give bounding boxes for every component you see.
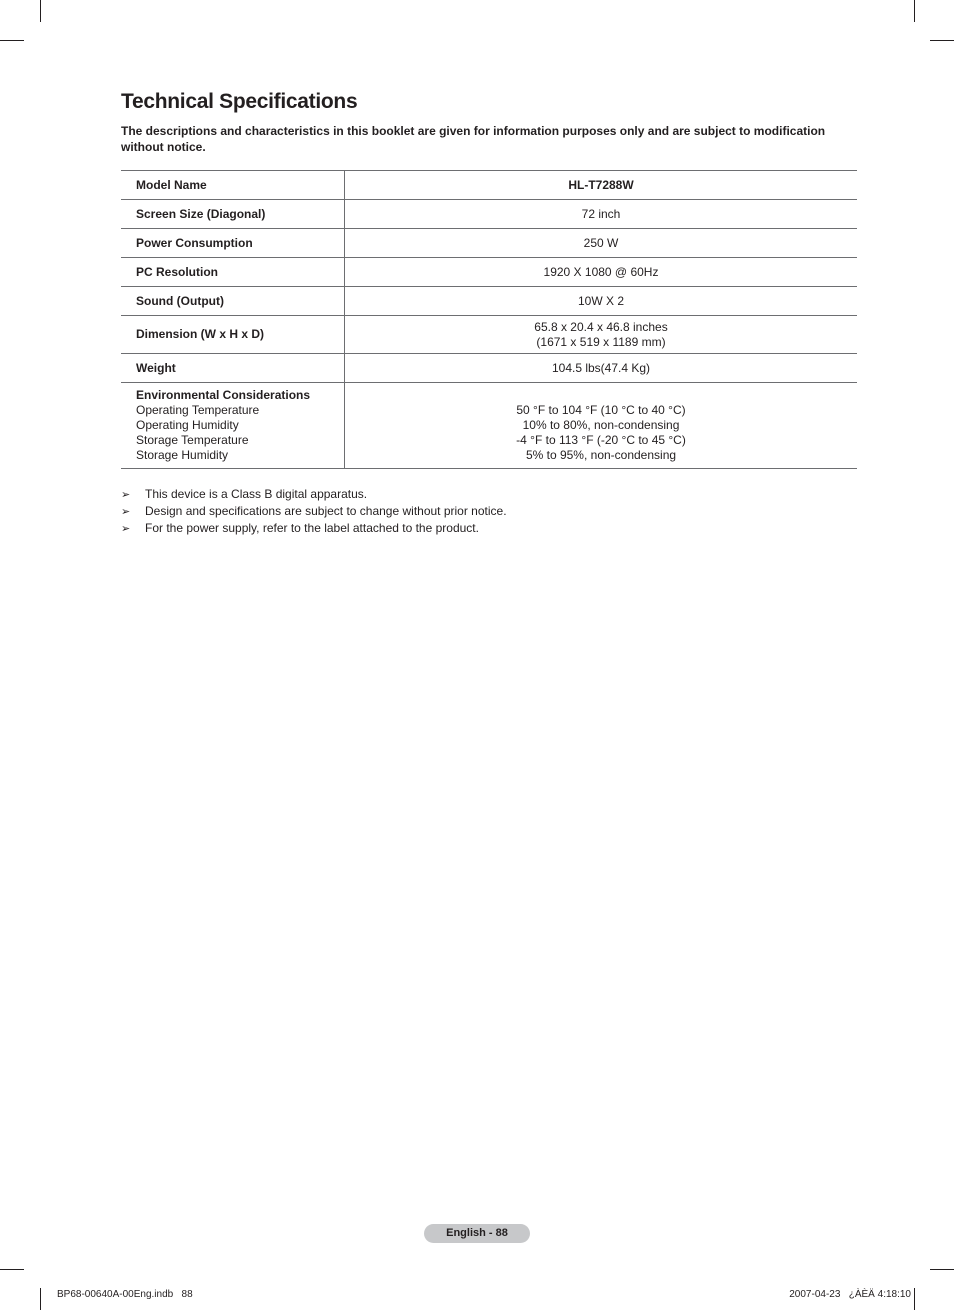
note-text: Design and specifications are subject to change without prior notice. [145, 504, 507, 518]
spec-table [121, 170, 857, 469]
spec-value: 10W X 2 [577, 293, 625, 308]
arrow-bullet-icon: ➢ [121, 489, 131, 501]
list-item [121, 503, 507, 520]
note-text: This device is a Class B digital apparatus. [145, 487, 368, 501]
spec-value: HL-T7288W [568, 177, 634, 192]
spec-value: 104.5 lbs(47.4 Kg) [551, 360, 651, 375]
note-text: For the power supply, refer to the label attached to the product. [145, 521, 479, 535]
crop-mark [40, 0, 41, 22]
table-row [121, 287, 857, 316]
env-value: -4 °F to 113 °F (-20 °C to 45 °C) [516, 433, 686, 447]
env-item: Storage Temperature [136, 433, 249, 447]
list-item [121, 486, 507, 503]
env-item: Operating Humidity [136, 418, 239, 432]
env-item: Storage Humidity [136, 448, 229, 462]
page-number-badge: English - 88 [424, 1224, 530, 1243]
arrow-bullet-icon: ➢ [121, 523, 131, 535]
env-value: 5% to 95%, non-condensing [525, 448, 677, 462]
spec-label: Model Name [121, 171, 345, 200]
table-row [121, 258, 857, 287]
table-row [121, 200, 857, 229]
dimension-mm: (1671 x 519 x 1189 mm) [536, 334, 666, 349]
arrow-bullet-icon: ➢ [121, 506, 131, 518]
notes-list [121, 486, 507, 537]
table-row [121, 316, 857, 354]
crop-mark [0, 40, 24, 41]
crop-mark [40, 1288, 41, 1310]
footer-timestamp: 2007-04-23 ¿ÀÈÄ 4:18:10 [789, 1289, 911, 1300]
intro-text: The descriptions and characteristics in this booklet are given for information purposes only and are subject to modification without notice. [121, 124, 826, 154]
table-row [121, 383, 857, 469]
spec-label: Power Consumption [121, 229, 345, 258]
spec-label: Sound (Output) [121, 287, 345, 316]
env-value: 50 °F to 104 °F (10 °C to 40 °C) [516, 403, 686, 417]
spec-value: 250 W [583, 235, 619, 250]
spec-label: Dimension (W x H x D) [121, 316, 345, 354]
spec-value: 1920 X 1080 @ 60Hz [543, 264, 659, 279]
spec-label: PC Resolution [121, 258, 345, 287]
spec-value [345, 316, 858, 354]
env-heading: Environmental Considerations [136, 388, 311, 402]
crop-mark [0, 1269, 24, 1270]
list-item [121, 520, 507, 537]
env-value: 10% to 80%, non-condensing [522, 418, 680, 432]
footer-filename: BP68-00640A-00Eng.indb 88 [57, 1289, 193, 1300]
spec-label: Weight [121, 354, 345, 383]
spec-value [345, 383, 858, 469]
dimension-inches: 65.8 x 20.4 x 46.8 inches [534, 319, 668, 334]
spec-label [121, 383, 345, 469]
table-row [121, 229, 857, 258]
spec-label: Screen Size (Diagonal) [121, 200, 345, 229]
crop-mark [930, 40, 954, 41]
crop-mark [914, 0, 915, 22]
env-item: Operating Temperature [136, 403, 260, 417]
crop-mark [914, 1288, 915, 1310]
crop-mark [930, 1269, 954, 1270]
page-title: Technical Specifications [121, 90, 358, 113]
table-row [121, 354, 857, 383]
table-row [121, 171, 857, 200]
spec-value: 72 inch [581, 206, 621, 221]
